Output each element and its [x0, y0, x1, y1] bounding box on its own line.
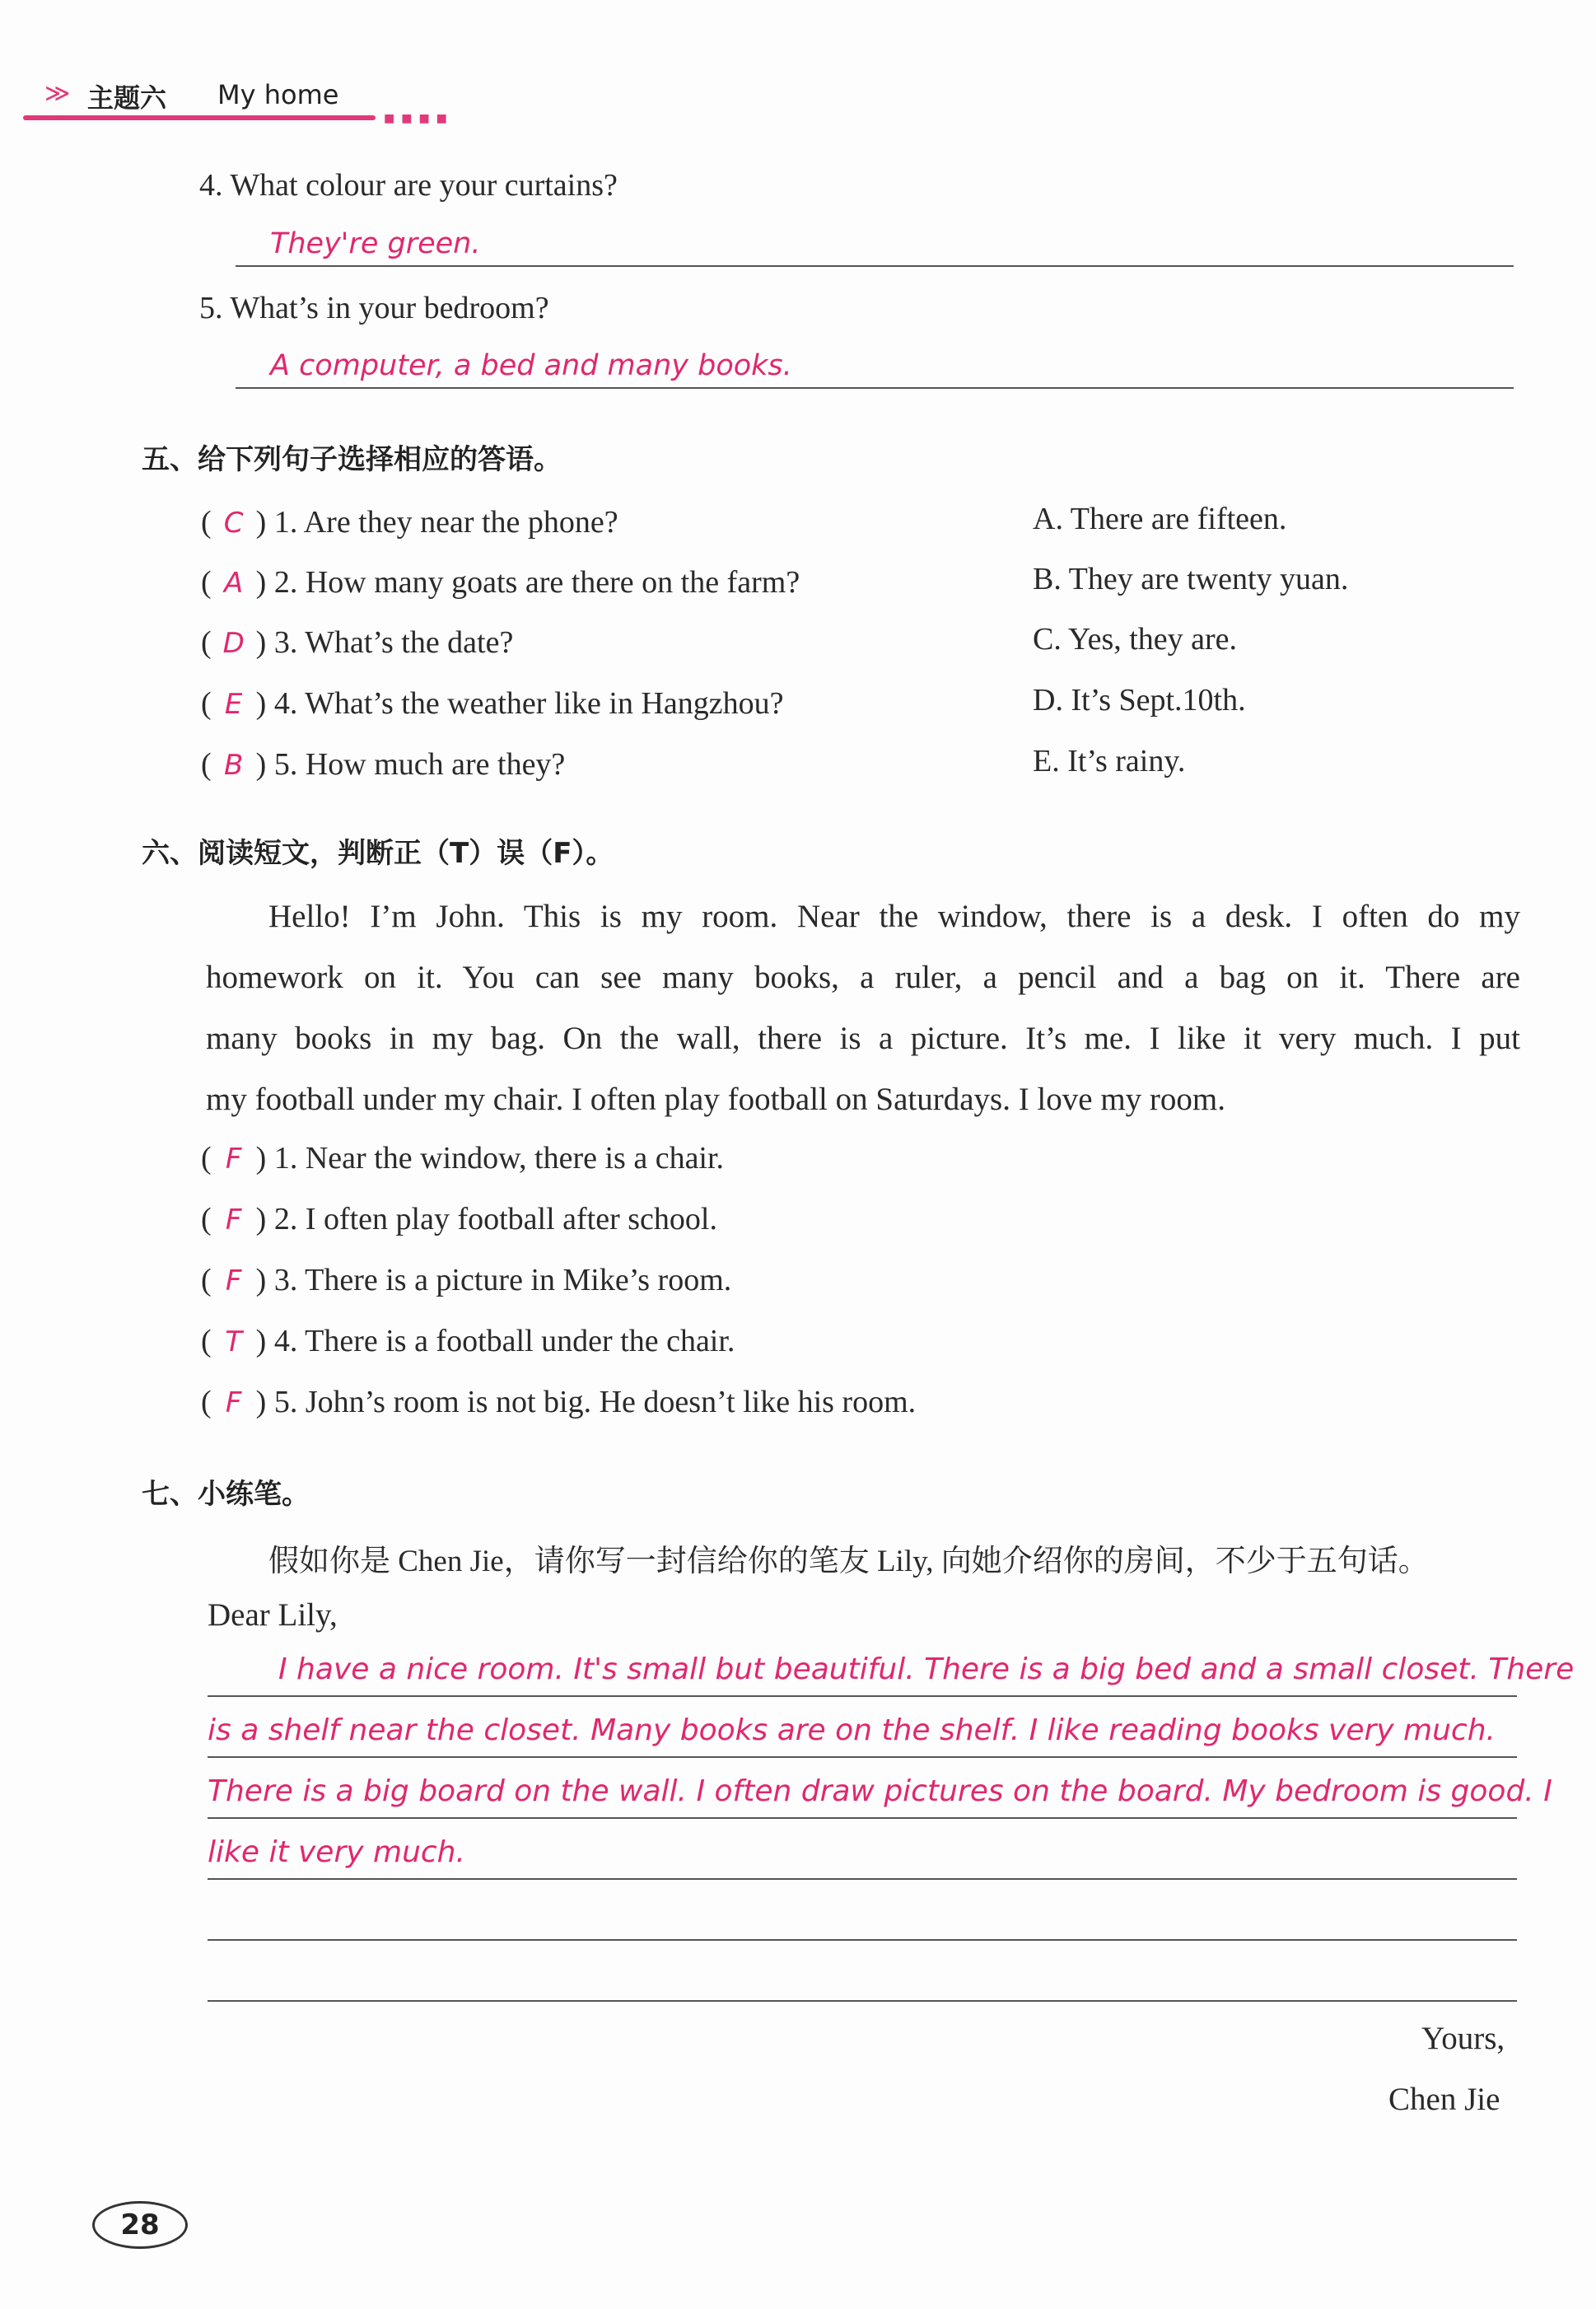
answer-line: [236, 387, 1514, 389]
passage-line: Hello! I’m John. This is my room. Near the window, there is a desk. I often do my: [268, 899, 1520, 934]
letter-line-2: is a shelf near the closet. Many books are on the shelf. I like reading books very much.: [208, 1713, 1496, 1747]
match-mark: D: [222, 627, 245, 660]
match-mark: B: [223, 749, 244, 782]
tf-mark: F: [225, 1264, 242, 1297]
question-4: 4. What colour are your curtains?: [199, 168, 618, 203]
match-mark: C: [223, 507, 244, 540]
tf-item-2: ( F ) 2. I often play football after school.: [201, 1202, 717, 1236]
header-unit: My home: [217, 79, 339, 110]
match-item-1: ( C ) 1. Are they near the phone?: [201, 505, 618, 540]
tf-mark: F: [225, 1143, 242, 1176]
option-b: B. They are twenty yuan.: [1033, 562, 1349, 596]
tf-mark: T: [225, 1325, 243, 1358]
answer-5: A computer, a bed and many books.: [270, 349, 792, 382]
match-item-5: ( B ) 5. How much are they?: [201, 747, 566, 782]
writing-line: [208, 1756, 1517, 1758]
answer-4: They're green.: [270, 227, 481, 260]
tf-item-5: ( F ) 5. John’s room is not big. He doesn’t like his room.: [201, 1385, 917, 1419]
tf-mark: F: [225, 1204, 242, 1236]
match-mark: A: [224, 567, 244, 600]
header-dots: ■■■■: [384, 112, 454, 125]
writing-line: [208, 2000, 1517, 2002]
header-underline: [23, 115, 376, 120]
match-item-3: ( D ) 3. What’s the date?: [201, 625, 514, 660]
answer-line: [236, 265, 1514, 267]
section-title-5: 五、给下列句子选择相应的答语。: [142, 443, 562, 476]
page-number: 28: [92, 2201, 188, 2249]
tf-item-1: ( F ) 1. Near the window, there is a chair.: [201, 1141, 725, 1176]
letter-line-1: I have a nice room. It's small but beautiful. There is a big bed and a small closet. There: [278, 1652, 1575, 1686]
section-title-6: 六、阅读短文，判断正（T）误（F）。: [142, 837, 614, 870]
writing-line: [208, 1695, 1517, 1697]
writing-prompt: 假如你是 Chen Jie，请你写一封信给你的笔友 Lily, 向她介绍你的房间，不少于五句话。: [268, 1545, 1429, 1578]
chevron-icon: ≫: [44, 79, 71, 108]
letter-line-4: like it very much.: [208, 1835, 465, 1869]
writing-line: [208, 1878, 1517, 1880]
option-e: E. It’s rainy.: [1033, 744, 1186, 778]
match-item-2: ( A ) 2. How many goats are there on the farm?: [201, 565, 800, 600]
reading-passage: [206, 886, 1520, 1130]
letter-line-3: There is a big board on the wall. I often draw pictures on the board. My bedroom is good. I: [208, 1774, 1552, 1808]
header-topic: 主题六: [87, 82, 167, 114]
writing-line: [208, 1939, 1517, 1941]
section-title-7: 七、小练笔。: [142, 1478, 310, 1511]
tf-item-3: ( F ) 3. There is a picture in Mike’s room.: [201, 1263, 732, 1297]
writing-line: [208, 1817, 1517, 1819]
match-item-4: ( E ) 4. What’s the weather like in Hangzhou?: [201, 686, 784, 721]
match-mark: E: [224, 688, 243, 721]
letter-signature: Chen Jie: [1388, 2082, 1500, 2117]
passage-line: many books in my bag. On the wall, there is a picture. It’s me. I like it very much. I put: [206, 1021, 1520, 1056]
letter-closing: Yours,: [1421, 2021, 1505, 2056]
tf-mark: F: [225, 1386, 242, 1419]
letter-greeting: Dear Lily,: [208, 1597, 338, 1633]
option-c: C. Yes, they are.: [1033, 622, 1238, 657]
tf-item-4: ( T ) 4. There is a football under the chair.: [201, 1324, 735, 1358]
passage-line: my football under my chair. I often play football on Saturdays. I love my room.: [206, 1082, 1225, 1117]
option-d: D. It’s Sept.10th.: [1033, 683, 1246, 717]
option-a: A. There are fifteen.: [1033, 502, 1287, 536]
question-5: 5. What’s in your bedroom?: [199, 291, 549, 325]
passage-line: homework on it. You can see many books, a ruler, a pencil and a bag on it. There are: [206, 960, 1520, 995]
